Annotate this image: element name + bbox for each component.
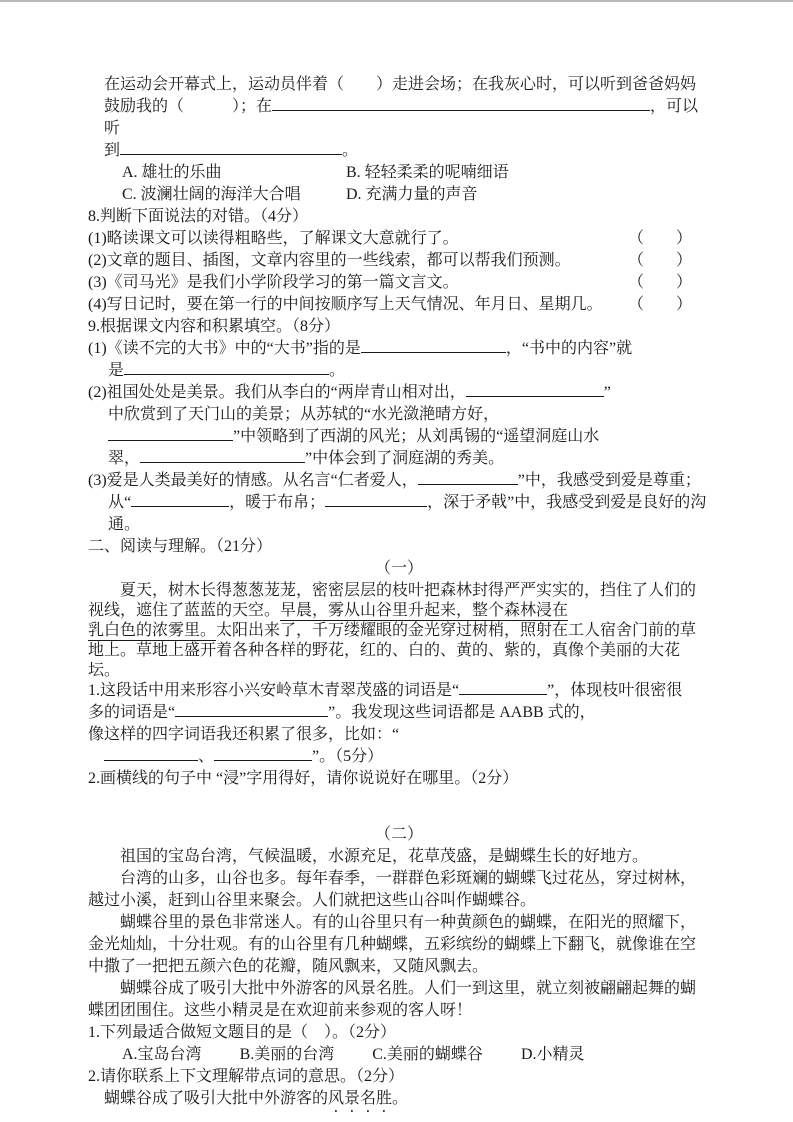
- fill-in-blank-line: [175, 702, 328, 717]
- fill-in-blank-line: [104, 746, 198, 761]
- q7-options-row-1: [88, 162, 710, 184]
- q7-option-a: A. 雄壮的乐曲: [122, 164, 222, 181]
- passage-2-line-1: 祖国的宝岛台湾，气候温暖，水源充足，花草茂盛，是蝴蝶生长的好地方。: [120, 848, 649, 865]
- r2-option-c: C.美丽的蝴蝶谷: [372, 1046, 483, 1063]
- underlined-sentence: 早晨，雾从山谷里升起来，整个森林浸在: [280, 600, 569, 619]
- r1-q1-tail-2: ”。我发现这些词语都是 AABB 式的，: [328, 704, 596, 721]
- quote-text: 蝴蝶谷成了吸引大批中外游客的: [104, 1090, 329, 1107]
- q9-item-1-line-2: [88, 360, 710, 382]
- fill-in-blank-line: [108, 426, 233, 441]
- section-2-title: 二、阅读与理解。（21分）: [88, 538, 273, 555]
- reading-1-q2: 2.画横线的句子中 “浸”字用得好，请你说说好在哪里。（2分）: [88, 770, 519, 787]
- q8-item-3-text: (3)《司马光》是我们小学阶段学习的第一篇文言文。: [88, 274, 459, 291]
- q9-item-2-quote-close: ”: [603, 384, 611, 401]
- q9-item-3-text-2: 从“: [108, 494, 132, 511]
- fill-in-blank-line: [214, 746, 312, 761]
- fill-in-blank-line: [459, 680, 547, 695]
- passage-2-line-6: 中撒了一把把五颜六色的花瓣，随风飘来，又随风飘去。: [88, 958, 489, 975]
- q7-option-d: D. 充满力量的声音: [346, 186, 478, 203]
- reading-2-q1-options: [88, 1044, 710, 1066]
- fill-in-blank-line: [131, 492, 229, 507]
- fill-in-blank-line: [325, 492, 427, 507]
- question-9-block: [88, 316, 710, 536]
- section-2-reading: [88, 536, 710, 1116]
- fill-in-blank-line: [120, 140, 342, 155]
- q8-item-4-text: (4)写日记时，要在第一行的中间按顺序写上天气情况、年月日、星期几。: [88, 296, 603, 313]
- q7-line-3-end: 。: [342, 142, 359, 159]
- q9-item-2-text-4: 翠，: [108, 450, 141, 467]
- q8-title: 8.判断下面说法的对错。（4分）: [88, 208, 309, 225]
- answer-brackets: （ ）: [627, 274, 692, 291]
- passage-1-line-4: 地上。草地上盛开着各种各样的野花，红的、白的、黄的、紫的，真像个美丽的大花坛。: [88, 640, 681, 679]
- fill-in-blank-line: [466, 382, 604, 397]
- fill-in-blank-line: [361, 338, 506, 353]
- q9-item-2-text-3: ”中领略到了西湖的风光；从刘禹锡的“遥望洞庭山水: [233, 428, 600, 445]
- q9-item-3-tail-2: ，深于矛戟”中，我感受到爱是良好的沟: [427, 494, 707, 511]
- reading-2-q2-quote: [88, 1088, 710, 1116]
- answer-brackets: （ ）: [627, 296, 692, 313]
- q9-item-1-line-1: [88, 338, 710, 360]
- underlined-sentence: 乳白色的浓雾里。: [88, 620, 217, 639]
- r2-option-b: B.美丽的台湾: [239, 1046, 335, 1063]
- q8-item-1-text: (1)略读课文可以读得粗略些，了解课文大意就行了。: [88, 230, 459, 247]
- reading-passage-2: [88, 846, 710, 1022]
- q9-item-3-line-3: 通。: [108, 516, 141, 533]
- reading-1-q1-line-2: [88, 702, 710, 724]
- fill-in-blank-line: [140, 448, 305, 463]
- r1-q1-text: 1.这段话中用来形容小兴安岭草木青翠茂盛的词语是“: [88, 682, 460, 699]
- reading-1-q1-line-4: [88, 746, 710, 768]
- q9-item-1-tail: ，“书中的内容”就: [505, 340, 633, 357]
- q9-item-2-line-2: 中欣赏到了天门山的美景；从苏轼的“水光潋滟晴方好，: [108, 406, 500, 423]
- q9-item-3-line-2: [88, 492, 710, 514]
- passage-2-line-8: 蝶团团围住。这些小精灵是在欢迎前来参观的客人呀！: [88, 1002, 473, 1019]
- passage-1-text: 视线，遮住了蓝蓝的天空。: [88, 600, 281, 619]
- q7-line-2-text: 鼓励我的（ ）；在: [104, 98, 273, 115]
- q9-item-2-line-3: [88, 426, 710, 448]
- passage-1-line-2: [88, 600, 710, 620]
- r1-q1-separator: 、: [198, 748, 215, 765]
- reading-2-q2: 2.请你联系上下文理解带点词的意思。（2分）: [88, 1068, 405, 1085]
- reading-1-label: （一）: [374, 560, 423, 577]
- question-7-block: [88, 74, 710, 206]
- q9-item-3-tail: ”中，我感受到爱是尊重；: [517, 472, 701, 489]
- reading-1-q1-line-1: [88, 680, 710, 702]
- q9-item-2-text: (2)祖国处处是美景。我们从李白的“两岸青山相对出，: [88, 384, 466, 401]
- reading-2-label: （二）: [374, 826, 423, 843]
- q9-item-1-end: 。: [329, 362, 346, 379]
- q7-line-3: [88, 140, 710, 162]
- q9-item-2-line-1: [88, 382, 710, 404]
- answer-brackets: （ ）: [627, 252, 692, 269]
- passage-2-line-5: 金光灿灿，十分壮观。有的山谷里有几种蝴蝶，五彩缤纷的蝴蝶上下翻飞，就像谁在空: [88, 936, 697, 953]
- q9-item-1-text-2: 是: [108, 362, 125, 379]
- r2-option-a: A.宝岛台湾: [122, 1046, 202, 1063]
- q7-line-1: 在运动会开幕式上，运动员伴着（ ）走进会场；在我灰心时，可以听到爸爸妈妈: [104, 76, 697, 93]
- passage-1-line-1: 夏天，树木长得葱葱茏茏，密密层层的枝叶把森林封得严严实实的，挡住了人们的: [120, 580, 697, 599]
- r1-q1-text-2: 多的词语是“: [88, 704, 176, 721]
- fill-in-blank-line: [272, 96, 650, 111]
- passage-2-line-7: 蝴蝶谷成了吸引大批中外游客的风景名胜。人们一到这里，就立刻被翩翩起舞的蝴: [120, 980, 697, 997]
- q9-title: 9.根据课文内容和积累填空。（8分）: [88, 318, 341, 335]
- fill-in-blank-line: [418, 470, 518, 485]
- fill-in-blank-line: [124, 360, 329, 375]
- q9-item-2-line-4: [88, 448, 710, 470]
- dot-emphasized-word: 风景名胜: [328, 1090, 393, 1107]
- q7-option-b: B. 轻轻柔柔的呢喃细语: [346, 164, 509, 181]
- reading-passage-1: [88, 580, 710, 680]
- q8-item-1: [88, 228, 710, 250]
- q8-item-4: [88, 294, 710, 316]
- passage-2-line-3: 越过小溪，赶到山谷里来聚会。人们就把这些山谷叫作蝴蝶谷。: [88, 892, 537, 909]
- q9-item-3-mid: ，暖于布帛；: [229, 494, 326, 511]
- q7-line-2: [88, 96, 710, 140]
- reading-1-q1-line-3: 像这样的四字词语我还积累了很多，比如：“: [88, 726, 400, 743]
- answer-brackets: （ ）: [627, 230, 692, 247]
- reading-2-q1: 1.下列最适合做短文题目的是（ ）。（2分）: [88, 1024, 397, 1041]
- passage-1-text-2: 太阳出来了，千万缕耀眼的金光穿过树梢，照射在工人宿舍门前的草: [216, 620, 697, 639]
- q9-item-2-tail: ”中体会到了洞庭湖的秀美。: [305, 450, 505, 467]
- q9-item-3-text: (3)爱是人类最美好的情感。从名言“仁者爱人，: [88, 472, 418, 489]
- q8-item-2-text: (2)文章的题目、插图，文章内容里的一些线索，都可以帮我们预测。: [88, 252, 571, 269]
- q7-option-c: C. 波澜壮阔的海洋大合唱: [122, 186, 301, 203]
- question-8-block: [88, 206, 710, 316]
- r1-q1-score: ”。（5分）: [312, 748, 384, 765]
- passage-1-line-3: [88, 620, 710, 640]
- q7-options-row-2: [88, 184, 710, 206]
- passage-2-line-4: 蝴蝶谷里的景色非常迷人。有的山谷里只有一种黄颜色的蝴蝶，在阳光的照耀下，: [120, 914, 697, 931]
- q9-item-3-line-1: [88, 470, 710, 492]
- r1-q1-tail: ”，体现枝叶很密很: [547, 682, 683, 699]
- q8-item-3: [88, 272, 710, 294]
- q7-line-3-text: 到: [104, 142, 121, 159]
- q9-item-1-text: (1)《读不完的大书》中的“大书”指的是: [88, 340, 361, 357]
- q7-line-2-tail: ，可以听: [104, 98, 699, 137]
- passage-2-line-2: 台湾的山多，山谷也多。每年春季，一群群色彩斑斓的蝴蝶飞过花丛，穿过树林，: [120, 870, 697, 887]
- q8-item-2: [88, 250, 710, 272]
- r2-option-d: D.小精灵: [520, 1046, 585, 1063]
- quote-end: 。: [392, 1090, 409, 1107]
